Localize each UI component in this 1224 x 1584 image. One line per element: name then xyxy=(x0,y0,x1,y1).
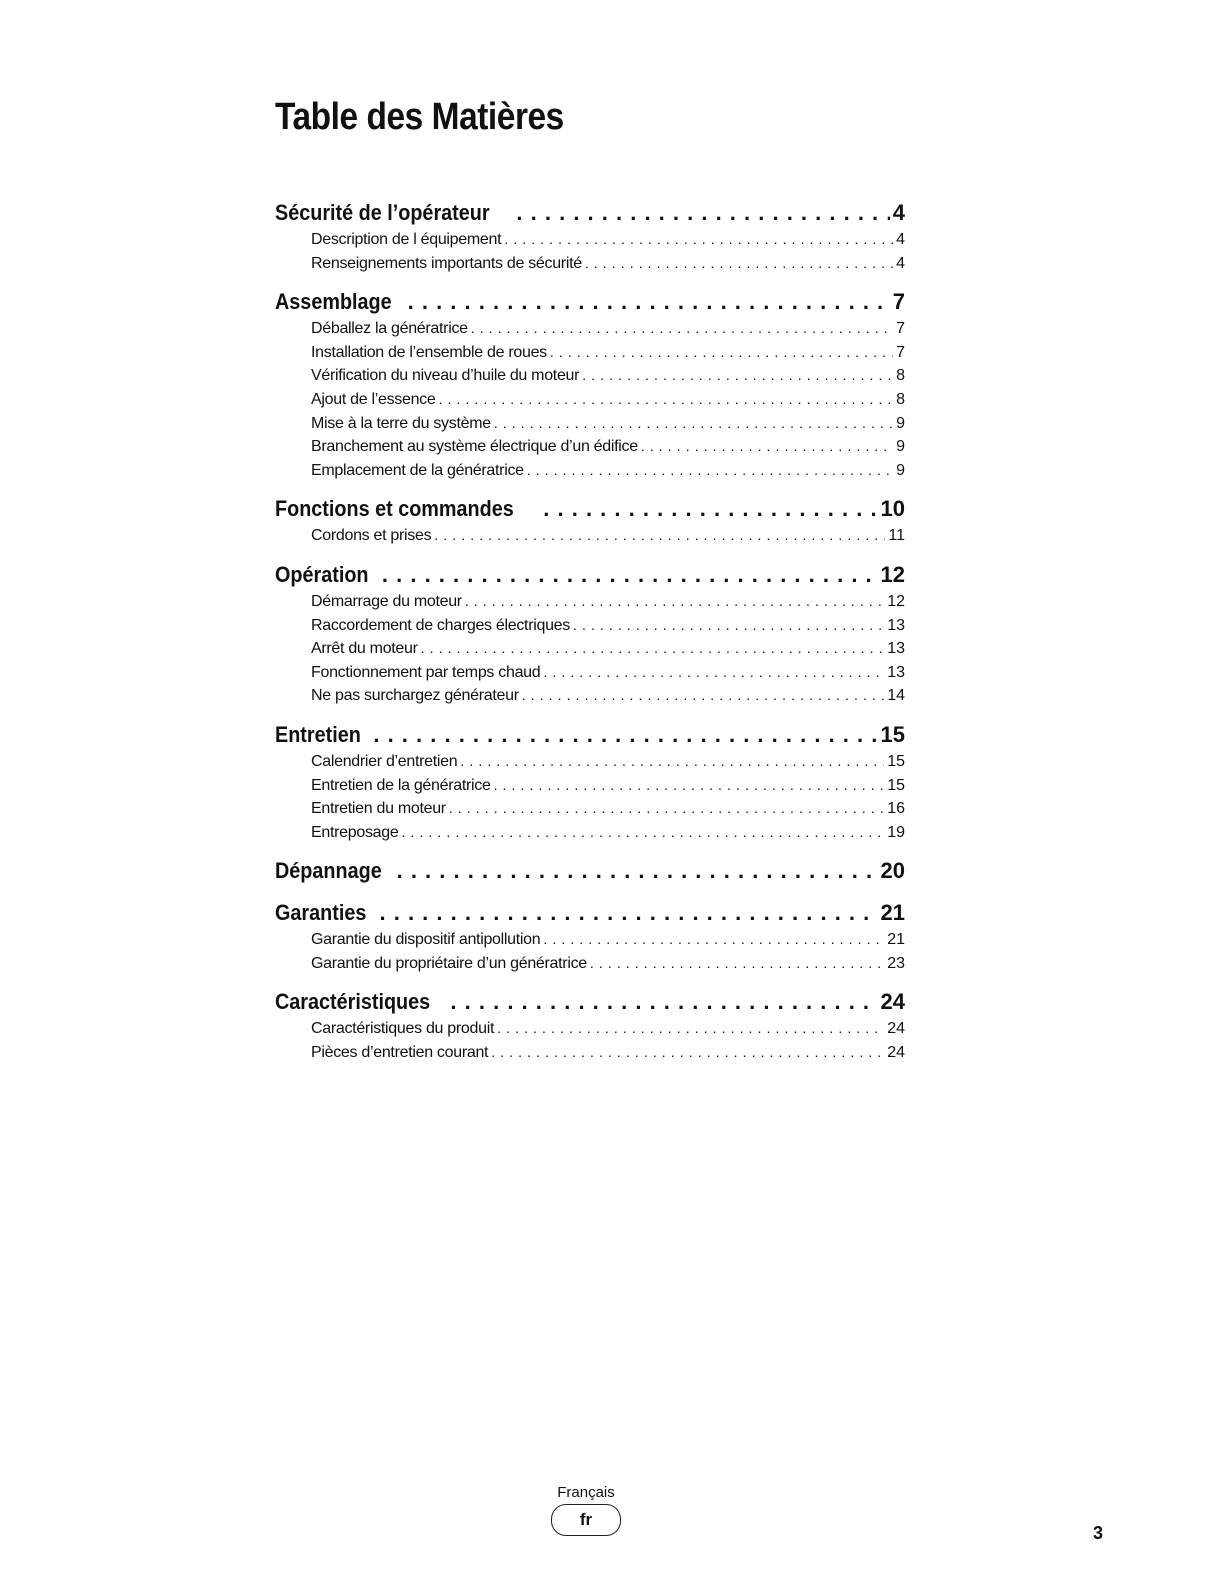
dot-leader xyxy=(494,774,885,798)
toc-section-title: Sécurité de l’opérateur xyxy=(275,200,490,225)
toc-subentry-page: 13 xyxy=(887,663,905,681)
toc-section xyxy=(275,720,905,844)
toc-subentry-title: Renseignements importants de sécurité xyxy=(311,254,582,272)
toc-subentry-title: Arrêt du moteur xyxy=(311,640,418,658)
toc-subentry-title: Entretien du moteur xyxy=(311,800,446,818)
toc-subentry[interactable] xyxy=(275,1017,905,1041)
toc-section-entry[interactable] xyxy=(275,287,905,317)
language-label: Français xyxy=(557,1484,615,1501)
dot-leader xyxy=(497,1017,884,1041)
toc-subentry[interactable] xyxy=(275,1041,905,1065)
toc-section-entry[interactable] xyxy=(275,987,905,1017)
dot-leader xyxy=(373,720,877,750)
dot-leader xyxy=(460,750,884,774)
dot-leader xyxy=(543,494,877,524)
toc-subentry[interactable] xyxy=(275,590,905,614)
dot-leader xyxy=(449,797,884,821)
toc-subentry-page: 15 xyxy=(887,776,905,794)
toc-subentry[interactable] xyxy=(275,228,905,252)
toc-section xyxy=(275,560,905,708)
toc-section-entry[interactable] xyxy=(275,494,905,524)
toc-section-title: Garanties xyxy=(275,900,367,926)
toc-subentry-page: 19 xyxy=(887,823,905,841)
toc-subentry[interactable] xyxy=(275,928,905,952)
toc-section-title: Entretien xyxy=(275,721,361,747)
toc-subentry-page: 14 xyxy=(887,687,905,705)
dot-leader xyxy=(434,524,885,548)
toc-subentry[interactable] xyxy=(275,952,905,976)
toc-subentry-page: 24 xyxy=(887,1044,905,1062)
toc-subentry[interactable] xyxy=(275,821,905,845)
dot-leader xyxy=(522,684,884,708)
toc-subentry-title: Emplacement de la génératrice xyxy=(311,461,524,479)
toc-subentry[interactable] xyxy=(275,341,905,365)
toc-subentry-title: Description de l équipement xyxy=(311,231,502,248)
toc-subentry-title: Caractéristiques du produit xyxy=(311,1020,495,1038)
toc-subentry[interactable] xyxy=(275,797,905,821)
dot-leader xyxy=(504,228,893,252)
toc-subentry-title: Fonctionnement par temps chaud xyxy=(311,663,541,681)
toc-subentry[interactable] xyxy=(275,774,905,798)
toc-subentry-title: Démarrage du moteur xyxy=(311,592,462,610)
toc-subentry[interactable] xyxy=(275,364,905,388)
toc-subentry-page: 12 xyxy=(887,592,905,610)
toc-subentry[interactable] xyxy=(275,614,905,638)
toc-subentry-page: 7 xyxy=(896,320,905,338)
toc-subentry-title: Entreposage xyxy=(311,823,399,841)
toc-subentry[interactable] xyxy=(275,388,905,412)
toc-subentry[interactable] xyxy=(275,252,905,276)
dot-leader xyxy=(408,287,890,317)
toc-subentry-title: Installation de l’ensemble de roues xyxy=(311,343,547,361)
toc-subentry-title: Déballez la génératrice xyxy=(311,320,468,338)
dot-leader xyxy=(450,987,877,1017)
toc-section-title: Assemblage xyxy=(275,289,392,315)
dot-leader xyxy=(543,661,884,685)
dot-leader xyxy=(438,388,893,412)
toc-section xyxy=(275,198,905,275)
page-title: Table des Matières xyxy=(275,96,564,138)
toc-section-page: 4 xyxy=(892,200,905,225)
toc-subentry-title: Pièces d’entretien courant xyxy=(311,1044,489,1062)
table-of-contents xyxy=(275,198,905,1077)
toc-subentry-page: 13 xyxy=(887,640,905,658)
toc-subentry[interactable] xyxy=(275,637,905,661)
dot-leader xyxy=(380,898,878,928)
toc-subentry-title: Raccordement de charges électriques xyxy=(311,616,570,634)
toc-section xyxy=(275,898,905,975)
dot-leader xyxy=(382,560,878,590)
toc-subentry-title: Garantie du propriétaire d’un génératrice xyxy=(311,954,587,972)
toc-section xyxy=(275,494,905,548)
dot-leader xyxy=(550,341,893,365)
toc-subentry[interactable] xyxy=(275,459,905,483)
toc-section-title: Dépannage xyxy=(275,858,382,884)
dot-leader xyxy=(543,928,884,952)
toc-section-page: 24 xyxy=(880,989,905,1015)
toc-subentry-page: 9 xyxy=(896,461,905,479)
toc-subentry-title: Cordons et prises xyxy=(311,527,432,545)
dot-leader xyxy=(421,637,885,661)
toc-section-title: Caractéristiques xyxy=(275,989,431,1015)
toc-section xyxy=(275,856,905,886)
toc-subentry-title: Calendrier d’entretien xyxy=(311,752,458,770)
toc-subentry[interactable] xyxy=(275,317,905,341)
dot-leader xyxy=(527,459,893,483)
toc-subentry-title: Ajout de l’essence xyxy=(311,390,436,408)
dot-leader xyxy=(585,252,893,276)
toc-section-page: 20 xyxy=(880,858,905,884)
toc-subentry-page: 24 xyxy=(887,1020,905,1038)
language-indicator xyxy=(548,1484,624,1536)
dot-leader xyxy=(573,614,884,638)
toc-subentry-title: Mise à la terre du système xyxy=(311,414,491,432)
toc-section-page: 12 xyxy=(880,561,905,587)
toc-subentry-page: 13 xyxy=(887,616,905,634)
toc-section-entry[interactable] xyxy=(275,198,905,228)
page-number: 3 xyxy=(1093,1523,1104,1543)
toc-section-page: 21 xyxy=(880,900,905,926)
dot-leader xyxy=(582,364,893,388)
toc-subentry-page: 4 xyxy=(896,254,905,272)
toc-subentry-page: 8 xyxy=(896,367,905,385)
dot-leader xyxy=(491,1041,884,1065)
language-code-badge: fr xyxy=(551,1504,621,1536)
toc-subentry[interactable] xyxy=(275,750,905,774)
toc-subentry-page: 23 xyxy=(887,954,905,972)
dot-leader xyxy=(641,435,893,459)
dot-leader xyxy=(401,821,884,845)
toc-subentry-page: 7 xyxy=(896,343,905,361)
dot-leader xyxy=(516,198,889,228)
toc-subentry-page: 21 xyxy=(887,931,905,949)
dot-leader xyxy=(397,856,878,886)
toc-subentry-page: 9 xyxy=(896,414,905,432)
toc-section-entry[interactable] xyxy=(275,898,905,928)
toc-section-page: 15 xyxy=(880,721,905,747)
toc-subentry-page: 4 xyxy=(896,231,905,248)
toc-subentry[interactable] xyxy=(275,412,905,436)
toc-subentry-page: 11 xyxy=(888,527,905,545)
dot-leader xyxy=(494,412,893,436)
dot-leader xyxy=(471,317,893,341)
toc-section-title: Opération xyxy=(275,561,369,587)
toc-subentry-page: 8 xyxy=(896,390,905,408)
toc-subentry[interactable] xyxy=(275,684,905,708)
toc-subentry-page: 15 xyxy=(887,752,905,770)
toc-section xyxy=(275,987,905,1064)
toc-subentry-title: Entretien de la génératrice xyxy=(311,776,491,794)
toc-section-title: Fonctions et commandes xyxy=(275,496,514,522)
toc-subentry-page: 9 xyxy=(896,438,905,456)
toc-subentry-title: Vérification du niveau d’huile du moteur xyxy=(311,367,580,385)
toc-section-page: 7 xyxy=(892,289,905,315)
toc-subentry-title: Garantie du dispositif antipollution xyxy=(311,931,541,949)
dot-leader xyxy=(465,590,884,614)
toc-section-entry[interactable] xyxy=(275,856,905,886)
toc-section-entry[interactable] xyxy=(275,560,905,590)
toc-subentry-title: Branchement au système électrique d’un édifice xyxy=(311,438,638,456)
toc-subentry[interactable] xyxy=(275,661,905,685)
toc-section-entry[interactable] xyxy=(275,720,905,750)
toc-subentry-title: Ne pas surchargez générateur xyxy=(311,687,519,705)
toc-section-page: 10 xyxy=(880,496,905,522)
toc-subentry-page: 16 xyxy=(887,800,905,818)
toc-section xyxy=(275,287,905,482)
toc-subentry[interactable] xyxy=(275,435,905,459)
toc-subentry[interactable] xyxy=(275,524,905,548)
dot-leader xyxy=(590,952,884,976)
